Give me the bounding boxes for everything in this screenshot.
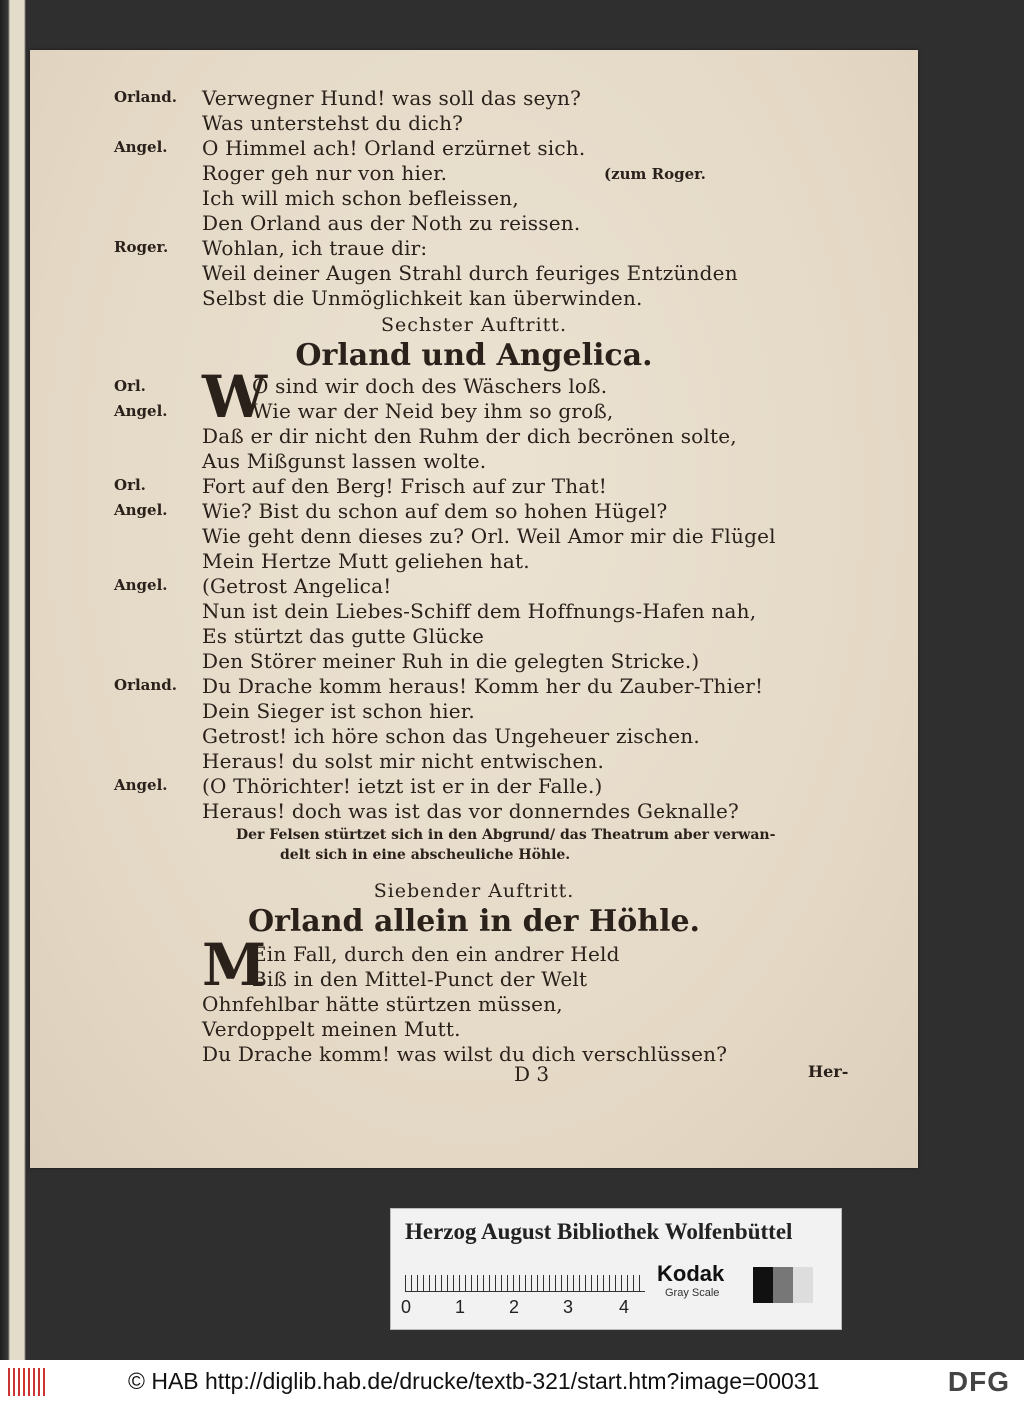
stage-aside: (zum Roger.: [604, 165, 706, 183]
verse-line: Den Orland aus der Noth zu reissen.: [202, 211, 581, 235]
speaker-label: Angel.: [114, 402, 168, 420]
scene-heading: Sechster Auftritt.: [381, 314, 567, 336]
speaker-label: Angel.: [114, 138, 168, 156]
signature-mark: D 3: [514, 1062, 550, 1086]
verse-line: Biß in den Mittel-Punct der Welt: [252, 967, 588, 991]
gray-swatch: [773, 1267, 793, 1303]
speaker-label: Roger.: [114, 238, 169, 256]
verse-line: Ich will mich schon befleissen,: [202, 186, 519, 210]
verse-line: Weil deiner Augen Strahl durch feuriges Entzünden: [202, 261, 738, 285]
speaker-label: Orl.: [114, 476, 146, 494]
speaker-label: Orland.: [114, 88, 178, 106]
verse-line: Wie war der Neid bey ihm so groß,: [252, 399, 614, 423]
verse-line: Mein Hertze Mutt geliehen hat.: [202, 549, 530, 573]
ruler-number: 2: [509, 1297, 520, 1317]
verse-line: Wohlan, ich traue dir:: [202, 236, 428, 260]
scene-heading: Siebender Auftritt.: [373, 880, 575, 902]
verse-line: O sind wir doch des Wäschers loß.: [252, 374, 608, 398]
footer-bar: [0, 1360, 1024, 1403]
stage-direction: delt sich in eine abscheuliche Höhle.: [280, 847, 571, 863]
scene-title: Orland und Angelica.: [295, 338, 653, 373]
stage-direction: Der Felsen stürtzet sich in den Abgrund/ das Theatrum aber verwan-: [236, 827, 776, 843]
scale-card: [390, 1208, 842, 1330]
verse-line: Es stürtzt das gutte Glücke: [202, 624, 485, 648]
speaker-label: Orl.: [114, 377, 146, 395]
drop-cap: M: [202, 931, 267, 999]
barcode-icon: [8, 1368, 48, 1396]
verse-line: Ohnfehlbar hätte stürtzen müssen,: [202, 992, 563, 1016]
verse-line: Du Drache komm! was wilst du dich verschlüssen?: [202, 1042, 728, 1066]
gray-swatch: [753, 1267, 773, 1303]
verse-line: Verwegner Hund! was soll das seyn?: [202, 86, 582, 110]
verse-line: (Getrost Angelica!: [202, 574, 392, 598]
scene-title: Orland allein in der Höhle.: [247, 904, 701, 939]
speaker-label: Angel.: [114, 576, 168, 594]
dfg-logo: DFG: [947, 1366, 1010, 1397]
centimeter-ruler: [405, 1265, 645, 1292]
verse-line: Aus Mißgunst lassen wolte.: [202, 449, 487, 473]
verse-line: Wie geht denn dieses zu? Orl. Weil Amor mir die Flügel: [202, 524, 776, 548]
library-name: Herzog August Bibliothek Wolfenbüttel: [405, 1219, 793, 1244]
verse-line: Verdoppelt meinen Mutt.: [202, 1017, 461, 1041]
verse-line: Heraus! du solst mir nicht entwischen.: [202, 749, 605, 773]
speaker-label: Orland.: [114, 676, 178, 694]
ruler-number: 0: [401, 1297, 412, 1317]
verse-line: Selbst die Unmöglichkeit kan überwinden.: [202, 286, 643, 310]
book-page: [30, 50, 918, 1168]
verse-line: Heraus! doch was ist das vor donnerndes Geknalle?: [202, 799, 739, 823]
verse-line: Den Störer meiner Ruh in die gelegten Stricke.): [202, 649, 700, 673]
drop-cap: W: [202, 363, 268, 431]
gray-scale-label: Gray Scale: [665, 1287, 720, 1299]
verse-line: Roger geh nur von hier.: [202, 161, 448, 185]
adjacent-page-edge: [0, 0, 26, 1360]
verse-line: Wie? Bist du schon auf dem so hohen Hügel?: [202, 499, 668, 523]
gray-swatch: [793, 1267, 813, 1303]
verse-line: Dein Sieger ist schon hier.: [202, 699, 475, 723]
verse-line: Ein Fall, durch den ein andrer Held: [252, 942, 620, 966]
ruler-number: 3: [563, 1297, 574, 1317]
verse-line: (O Thörichter! ietzt ist er in der Falle.): [202, 774, 603, 798]
speaker-label: Angel.: [114, 501, 168, 519]
ruler-number: 1: [455, 1297, 466, 1317]
verse-line: Daß er dir nicht den Ruhm der dich becrönen solte,: [202, 424, 737, 448]
verse-line: O Himmel ach! Orland erzürnet sich.: [202, 136, 586, 160]
kodak-logo: Kodak: [657, 1261, 725, 1286]
catchword: Her-: [808, 1062, 849, 1081]
verse-line: Getrost! ich höre schon das Ungeheuer zischen.: [202, 724, 700, 748]
verse-line: Fort auf den Berg! Frisch auf zur That!: [202, 474, 607, 498]
verse-line: Was unterstehst du dich?: [202, 111, 464, 135]
verse-line: Du Drache komm heraus! Komm her du Zauber-Thier!: [202, 674, 764, 698]
ruler-number: 4: [619, 1297, 630, 1317]
source-link[interactable]: © HAB http://diglib.hab.de/drucke/textb-321/start.htm?image=00031: [128, 1368, 820, 1394]
verse-line: Nun ist dein Liebes-Schiff dem Hoffnungs-Hafen nah,: [202, 599, 757, 623]
speaker-label: Angel.: [114, 776, 168, 794]
